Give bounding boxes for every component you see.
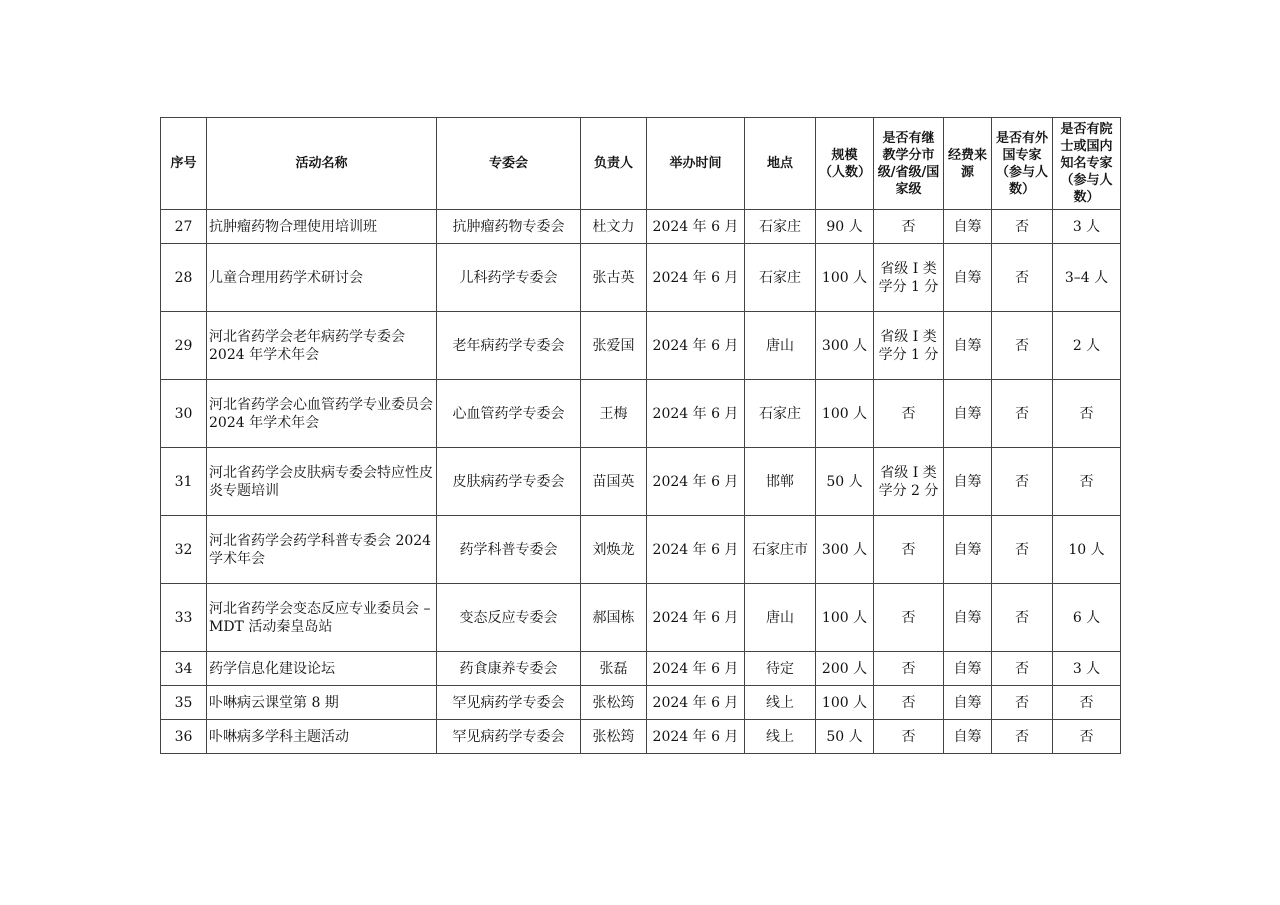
- cell-scale: 300 人: [816, 312, 874, 380]
- cell-academician: 3 人: [1053, 210, 1121, 244]
- cell-leader: 王梅: [581, 380, 647, 448]
- cell-foreign: 否: [992, 652, 1053, 686]
- table-row: [161, 652, 1121, 686]
- cell-seq: 28: [161, 244, 207, 312]
- cell-funding: 自筹: [944, 244, 992, 312]
- cell-funding: 自筹: [944, 516, 992, 584]
- header-academician: 是否有院士或国内知名专家（参与人数）: [1053, 118, 1121, 210]
- header-time: 举办时间: [647, 118, 745, 210]
- cell-time: 2024 年 6 月: [647, 244, 745, 312]
- cell-location: 石家庄: [745, 380, 816, 448]
- cell-name: 抗肿瘤药物合理使用培训班: [207, 210, 437, 244]
- cell-seq: 27: [161, 210, 207, 244]
- cell-foreign: 否: [992, 584, 1053, 652]
- cell-scale: 100 人: [816, 584, 874, 652]
- cell-committee: 罕见病药学专委会: [437, 720, 581, 754]
- cell-time: 2024 年 6 月: [647, 720, 745, 754]
- cell-academician: 2 人: [1053, 312, 1121, 380]
- header-committee: 专委会: [437, 118, 581, 210]
- cell-name: 河北省药学会老年病药学专委会 2024 年学术年会: [207, 312, 437, 380]
- cell-scale: 100 人: [816, 244, 874, 312]
- cell-foreign: 否: [992, 312, 1053, 380]
- cell-funding: 自筹: [944, 312, 992, 380]
- cell-name: 卟啉病云课堂第 8 期: [207, 686, 437, 720]
- cell-name: 河北省药学会变态反应专业委员会 –MDT 活动秦皇岛站: [207, 584, 437, 652]
- cell-committee: 心血管药学专委会: [437, 380, 581, 448]
- cell-leader: 张古英: [581, 244, 647, 312]
- cell-leader: 张松筠: [581, 686, 647, 720]
- cell-name: 河北省药学会心血管药学专业委员会 2024 年学术年会: [207, 380, 437, 448]
- cell-time: 2024 年 6 月: [647, 686, 745, 720]
- cell-time: 2024 年 6 月: [647, 380, 745, 448]
- cell-name: 河北省药学会药学科普专委会 2024 学术年会: [207, 516, 437, 584]
- cell-location: 线上: [745, 686, 816, 720]
- cell-academician: 3 人: [1053, 652, 1121, 686]
- table-row: [161, 584, 1121, 652]
- cell-location: 石家庄: [745, 244, 816, 312]
- table-row: [161, 210, 1121, 244]
- cell-foreign: 否: [992, 244, 1053, 312]
- cell-committee: 皮肤病药学专委会: [437, 448, 581, 516]
- cell-scale: 50 人: [816, 448, 874, 516]
- cell-funding: 自筹: [944, 652, 992, 686]
- table-row: [161, 380, 1121, 448]
- header-leader: 负责人: [581, 118, 647, 210]
- table-row: [161, 312, 1121, 380]
- cell-academician: 否: [1053, 720, 1121, 754]
- cell-credit: 否: [874, 380, 944, 448]
- cell-location: 唐山: [745, 312, 816, 380]
- cell-location: 邯郸: [745, 448, 816, 516]
- cell-seq: 32: [161, 516, 207, 584]
- cell-seq: 30: [161, 380, 207, 448]
- cell-seq: 36: [161, 720, 207, 754]
- header-credit: 是否有继教学分市级/省级/国家级: [874, 118, 944, 210]
- cell-seq: 33: [161, 584, 207, 652]
- cell-committee: 抗肿瘤药物专委会: [437, 210, 581, 244]
- cell-foreign: 否: [992, 210, 1053, 244]
- cell-time: 2024 年 6 月: [647, 210, 745, 244]
- cell-credit: 否: [874, 686, 944, 720]
- cell-scale: 50 人: [816, 720, 874, 754]
- table-row: [161, 244, 1121, 312]
- cell-scale: 90 人: [816, 210, 874, 244]
- table-header: [161, 118, 1121, 210]
- cell-scale: 200 人: [816, 652, 874, 686]
- cell-foreign: 否: [992, 686, 1053, 720]
- table-row: [161, 686, 1121, 720]
- cell-seq: 35: [161, 686, 207, 720]
- cell-name: 儿童合理用药学术研讨会: [207, 244, 437, 312]
- cell-committee: 药食康养专委会: [437, 652, 581, 686]
- cell-location: 石家庄市: [745, 516, 816, 584]
- cell-leader: 杜文力: [581, 210, 647, 244]
- cell-leader: 张松筠: [581, 720, 647, 754]
- cell-scale: 100 人: [816, 686, 874, 720]
- cell-committee: 老年病药学专委会: [437, 312, 581, 380]
- cell-academician: 6 人: [1053, 584, 1121, 652]
- cell-foreign: 否: [992, 516, 1053, 584]
- header-row: [161, 118, 1121, 210]
- cell-credit: 省级 I 类学分 1 分: [874, 312, 944, 380]
- header-location: 地点: [745, 118, 816, 210]
- cell-location: 唐山: [745, 584, 816, 652]
- cell-time: 2024 年 6 月: [647, 516, 745, 584]
- cell-credit: 否: [874, 210, 944, 244]
- table-body: [161, 210, 1121, 754]
- cell-credit: 否: [874, 720, 944, 754]
- cell-foreign: 否: [992, 720, 1053, 754]
- table-row: [161, 516, 1121, 584]
- cell-name: 卟啉病多学科主题活动: [207, 720, 437, 754]
- cell-leader: 张磊: [581, 652, 647, 686]
- cell-leader: 刘焕龙: [581, 516, 647, 584]
- cell-time: 2024 年 6 月: [647, 312, 745, 380]
- cell-time: 2024 年 6 月: [647, 652, 745, 686]
- header-funding: 经费来源: [944, 118, 992, 210]
- cell-committee: 儿科药学专委会: [437, 244, 581, 312]
- cell-name: 河北省药学会皮肤病专委会特应性皮炎专题培训: [207, 448, 437, 516]
- cell-academician: 3–4 人: [1053, 244, 1121, 312]
- cell-leader: 郝国栋: [581, 584, 647, 652]
- cell-credit: 否: [874, 652, 944, 686]
- cell-time: 2024 年 6 月: [647, 448, 745, 516]
- cell-seq: 29: [161, 312, 207, 380]
- cell-academician: 否: [1053, 380, 1121, 448]
- cell-funding: 自筹: [944, 686, 992, 720]
- cell-funding: 自筹: [944, 584, 992, 652]
- cell-name: 药学信息化建设论坛: [207, 652, 437, 686]
- cell-academician: 否: [1053, 686, 1121, 720]
- cell-funding: 自筹: [944, 448, 992, 516]
- cell-scale: 100 人: [816, 380, 874, 448]
- cell-location: 石家庄: [745, 210, 816, 244]
- cell-academician: 10 人: [1053, 516, 1121, 584]
- header-scale: 规模（人数）: [816, 118, 874, 210]
- cell-time: 2024 年 6 月: [647, 584, 745, 652]
- cell-credit: 省级 I 类学分 1 分: [874, 244, 944, 312]
- cell-credit: 否: [874, 516, 944, 584]
- cell-credit: 否: [874, 584, 944, 652]
- activity-table: [160, 117, 1121, 754]
- table-row: [161, 720, 1121, 754]
- cell-academician: 否: [1053, 448, 1121, 516]
- cell-credit: 省级 I 类学分 2 分: [874, 448, 944, 516]
- cell-location: 线上: [745, 720, 816, 754]
- cell-seq: 31: [161, 448, 207, 516]
- cell-committee: 药学科普专委会: [437, 516, 581, 584]
- cell-funding: 自筹: [944, 380, 992, 448]
- cell-scale: 300 人: [816, 516, 874, 584]
- cell-foreign: 否: [992, 380, 1053, 448]
- cell-funding: 自筹: [944, 720, 992, 754]
- header-name: 活动名称: [207, 118, 437, 210]
- cell-leader: 张爱国: [581, 312, 647, 380]
- header-foreign: 是否有外国专家（参与人数）: [992, 118, 1053, 210]
- cell-location: 待定: [745, 652, 816, 686]
- header-seq: 序号: [161, 118, 207, 210]
- cell-leader: 苗国英: [581, 448, 647, 516]
- cell-seq: 34: [161, 652, 207, 686]
- cell-committee: 罕见病药学专委会: [437, 686, 581, 720]
- cell-committee: 变态反应专委会: [437, 584, 581, 652]
- table-row: [161, 448, 1121, 516]
- cell-foreign: 否: [992, 448, 1053, 516]
- cell-funding: 自筹: [944, 210, 992, 244]
